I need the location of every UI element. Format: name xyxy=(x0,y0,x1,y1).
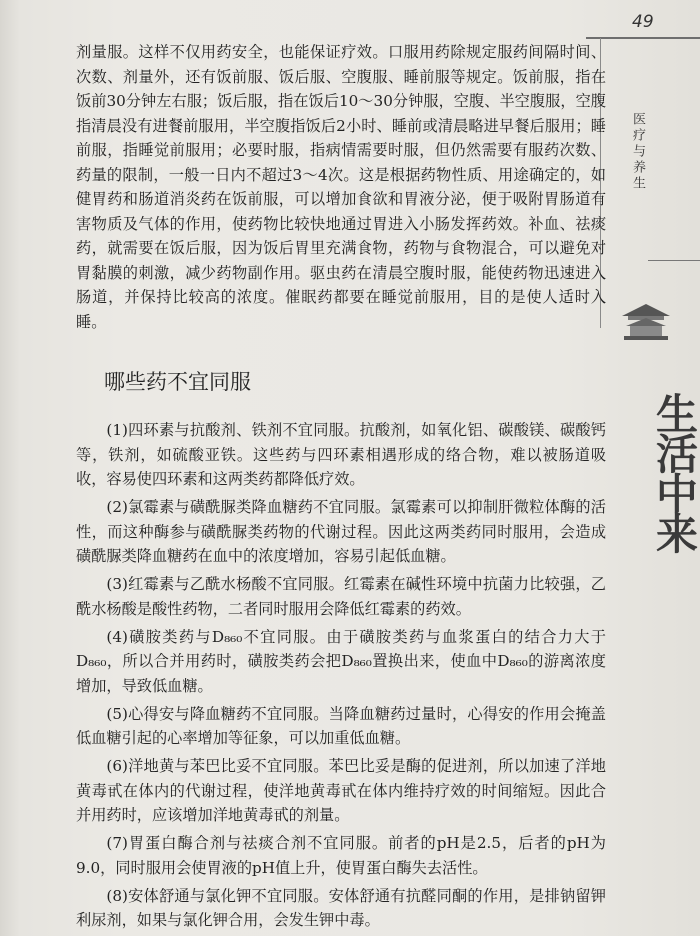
side-category-label: 医疗与养生 xyxy=(630,112,645,192)
side-series-title: 生活中来 xyxy=(650,392,699,552)
list-item: (6)洋地黄与苯巴比妥不宜同服。苯巴比妥是酶的促进剂，所以加速了洋地黄毒甙在体内的代谢过程，使洋地黄毒甙在体内维持疗效的时间缩短。因此合并用药时，应该增加洋地黄毒甙的剂量。 xyxy=(76,757,606,824)
list-item: (2)氯霉素与磺酰脲类降血糖药不宜同服。氯霉素可以抑制肝微粒体酶的活性，而这种酶参与磺酰脲类药物的代谢过程。因此这两类药同时服用，会造成磺酰脲类降血糖药在血中的浓度增加，容易引起低血糖。 xyxy=(76,498,606,565)
list-item: (8)安体舒通与氯化钾不宜同服。安体舒通有抗醛同酮的作用，是排钠留钾利尿剂，如果与氯化钾合用，会发生钾中毒。 xyxy=(76,886,606,929)
list-item: (4)磺胺类药与D₈₆₀不宜同服。由于磺胺类药与血浆蛋白的结合力大于D₈₆₀，所以合并用药时，磺胺类药会把D₈₆₀置换出来，使血中D₈₆₀的游离浓度增加，导致低血糖。 xyxy=(76,627,606,695)
page-number: 49 xyxy=(632,12,654,32)
drug-list xyxy=(76,418,606,933)
list-item: (1)四环素与抗酸剂、铁剂不宜同服。抗酸剂，如氧化铝、碳酸镁、碳酸钙等，铁剂，如硫酸亚铁。这些药与四环素相遇形成的络合物，难以被肠道吸收，容易使四环素和这两类药都降低疗效。 xyxy=(76,421,606,488)
main-text xyxy=(76,40,606,936)
list-item: (3)红霉素与乙酰水杨酸不宜同服。红霉素在碱性环境中抗菌力比较强，乙酰水杨酸是酸性药物，二者同时服用会降低红霉素的药效。 xyxy=(76,575,606,618)
intro-paragraph: 剂量服。这样不仅用药安全，也能保证疗效。口服用药除规定服药间隔时间、次数、剂量外，还有饭前服、饭后服、空腹服、睡前服等规定。饭前服，指在饭前30分钟左右服；饭后服，指在饭后10～30分钟服，空腹、半空腹服，空腹指清晨没有进餐前服用，半空腹指饭后2小时、睡前或清晨略进早餐后服用；睡前服，指睡觉前服用；必要时服，指病情需要时服，但仍然需要有服药次数、药量的限制，一般一日内不超过3～4次。这是根据药物性质、用途确定的，如健胃药和肠道消炎药在饭前服，可以增加食欲和胃液分泌，便于吸附胃肠道有害物质及气体的作用，使药物比较快地通过胃进入小肠发挥药效。补血、祛痰药，就需要在饭后服，因为饭后胃里充满食物，药物与食物混合，可以避免对胃黏膜的刺激，减少药物副作用。驱虫药在清晨空腹时服，能使药物迅速进入肠道，并保持比较高的浓度。催眠药都要在睡觉前服用，目的是使人适时入睡。 xyxy=(76,43,606,331)
side-rule xyxy=(648,260,700,261)
section-title: 哪些药不宜同服 xyxy=(104,370,251,394)
list-item: (7)胃蛋白酶合剂与祛痰合剂不宜同服。前者的pH是2.5，后者的pH为9.0，同时服用会使胃液的pH值上升，使胃蛋白酶失去活性。 xyxy=(76,834,606,877)
header-rule xyxy=(586,37,700,39)
list-item: (5)心得安与降血糖药不宜同服。当降血糖药过量时，心得安的作用会掩盖低血糖引起的心率增加等征象，可以加重低血糖。 xyxy=(76,704,606,747)
pavilion-icon xyxy=(618,298,674,346)
